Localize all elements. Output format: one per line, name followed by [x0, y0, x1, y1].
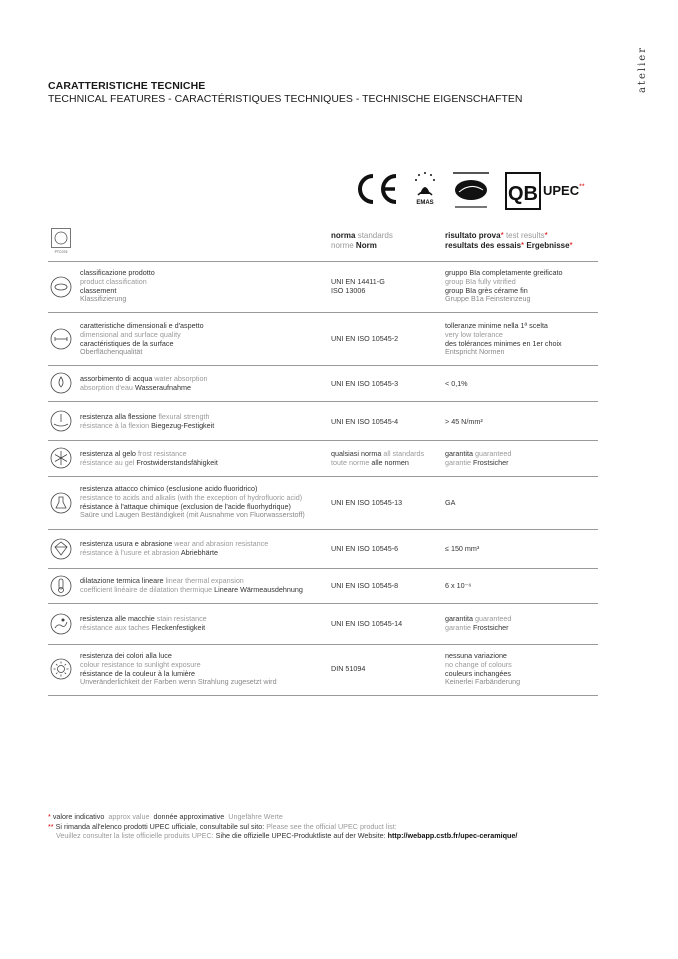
desc-de: Abriebhärte [180, 547, 219, 557]
result-it: garantita [445, 449, 473, 458]
flexural-strength-icon [50, 410, 72, 432]
thermal-expansion-icon [50, 575, 72, 597]
desc-en: linear thermal expansion [165, 576, 244, 585]
result-de: Frostsicher [472, 457, 509, 467]
row-result [445, 582, 605, 591]
desc-en: wear and abrasion resistance [174, 539, 269, 548]
abrasion-icon [50, 538, 72, 560]
footnote-upec [48, 822, 517, 832]
stain-icon [50, 613, 72, 635]
upec-logo [543, 182, 585, 200]
row-description [80, 413, 330, 431]
technical-table [48, 261, 598, 696]
row-result [445, 615, 605, 633]
row-result [445, 450, 605, 468]
footnotes [48, 812, 517, 841]
desc-de: Lineare Wärmeausdehnung [214, 584, 303, 594]
normes-label: norme [331, 241, 354, 250]
row-result [445, 499, 605, 508]
norm-en: all standards [383, 449, 425, 458]
norm-fr: toute norme [331, 457, 370, 467]
row-result [445, 545, 605, 554]
footnote-en: approx value [108, 812, 150, 821]
result-en: guaranteed [474, 449, 512, 458]
table-row [48, 603, 598, 644]
result-value: 6 x 10⁻⁶ [445, 581, 472, 590]
desc-de: Saüre und Laugen Beständigkeit (mit Ausnahme von Fluorwasserstoff) [80, 510, 305, 520]
result-fr: des tolérances minimes en 1er choix [445, 338, 562, 348]
result-value: > 45 N/mm² [445, 417, 483, 426]
footnote-approx [48, 812, 517, 822]
desc-de: Unveränderlichkeit der Farben wenn Strahlung zugesetzt wird [80, 677, 277, 687]
result-en: group BIa fully vitrified [445, 276, 516, 286]
result-it: tolleranze minime nella 1ª scelta [445, 321, 548, 330]
desc-en: colour resistance to sunlight exposure [80, 659, 201, 669]
row-result [445, 652, 605, 687]
row-description [80, 577, 330, 595]
result-fr: garantie [445, 457, 471, 467]
desc-fr: caractéristiques de la surface [80, 338, 174, 348]
row-result [445, 269, 605, 304]
upec-mark: ** [579, 183, 585, 191]
row-norm [331, 380, 398, 389]
upec-text: UPEC [543, 183, 580, 198]
table-header [48, 228, 598, 258]
desc-it: resistenza alla flessione [80, 412, 157, 421]
desc-en: stain resistance [156, 614, 207, 623]
desc-it: classificazione prodotto [80, 268, 155, 277]
row-description [80, 375, 330, 393]
norm-line: UNI EN ISO 10545-6 [331, 544, 399, 553]
row-description [80, 615, 330, 633]
row-norm [331, 335, 398, 344]
footnote-upec-continued [48, 831, 517, 841]
dimension-icon [50, 328, 72, 350]
desc-it: resistenza alle macchie [80, 614, 155, 623]
desc-it: dilatazione termica lineare [80, 576, 164, 585]
norma-label: norma [331, 231, 356, 240]
table-row [48, 261, 598, 312]
norm-line: UNI EN ISO 10545-4 [331, 417, 399, 426]
desc-fr: résistance de la couleur à la lumière [80, 668, 196, 678]
footnote-it: valore indicativo [52, 812, 105, 821]
norm-column-header [331, 231, 393, 251]
page-title: CARATTERISTICHE TECNICHE [48, 80, 206, 92]
result-de: Entspricht Normen [445, 347, 505, 357]
star-4: * [569, 241, 573, 250]
result-en: no change of colours [445, 659, 512, 669]
table-row [48, 312, 598, 365]
desc-it: assorbimento di acqua [80, 374, 153, 383]
row-result [445, 322, 605, 357]
star-3: * [521, 241, 525, 250]
desc-fr: résistance au gel [80, 457, 135, 467]
emas-text: EMAS [416, 200, 434, 206]
norm-de: alle normen [371, 457, 409, 467]
row-description [80, 269, 330, 304]
row-description [80, 540, 330, 558]
chemical-icon [50, 492, 72, 514]
ergebnisse-label: Ergebnisse [526, 241, 570, 250]
desc-en: product classification [80, 276, 147, 286]
footnote-de: Sihe die offizielle UPEC-Produktliste auf der Website: [215, 831, 386, 840]
result-fr: group BIa grès cérame fin [445, 285, 528, 295]
result-fr: garantie [445, 622, 471, 632]
desc-fr: classement [80, 285, 117, 295]
star-2: * [544, 231, 548, 240]
footnote-star: * [48, 812, 51, 821]
desc-fr: résistance à l'attaque chimique (exclusion de l'acide fluorhydrique) [80, 501, 291, 511]
result-column-header [445, 231, 573, 251]
norm-line: UNI EN ISO 10545-13 [331, 498, 403, 507]
table-row [48, 644, 598, 696]
star-1: * [500, 231, 504, 240]
desc-en: flexural strength [158, 412, 210, 421]
footnote-fr: Veuillez consulter la liste officielle produits UPEC: [56, 831, 214, 840]
ptc-text: PTC076 [54, 250, 68, 254]
desc-it: caratteristiche dimensionali e d'aspetto [80, 321, 204, 330]
result-en: very low tolerance [445, 329, 503, 339]
row-norm [331, 620, 402, 629]
upec-link[interactable]: http://webapp.cstb.fr/upec-ceramique/ [387, 831, 518, 840]
page-subtitle: TECHNICAL FEATURES - CARACTÉRISTIQUES TECHNIQUES - TECHNISCHE EIGENSCHAFTEN [48, 93, 523, 105]
brand-logo: atelier [637, 46, 648, 93]
footnote-star: ** [48, 821, 54, 831]
ptc-icon [51, 228, 71, 252]
desc-fr: coefficient linéaire de dilatation thermique [80, 584, 213, 594]
row-description [80, 322, 330, 357]
footnote-fr: donnée approximative [153, 812, 225, 821]
row-norm [331, 418, 398, 427]
table-row [48, 440, 598, 476]
table-row [48, 529, 598, 568]
desc-de: Oberflächenqualität [80, 347, 143, 357]
desc-de: Biegezug-Festigkeit [151, 420, 215, 430]
result-it: nessuna variazione [445, 651, 507, 660]
result-value: < 0,1% [445, 379, 468, 388]
table-row [48, 476, 598, 529]
norm-line: UNI EN ISO 10545-2 [331, 334, 399, 343]
row-norm [331, 499, 402, 508]
result-fr: couleurs inchangées [445, 668, 511, 678]
desc-fr: résistance à la flexion [80, 420, 150, 430]
result-value: ≤ 150 mm³ [445, 544, 480, 553]
result-de: Keinerlei Farbänderung [445, 677, 521, 687]
water-absorption-icon [50, 372, 72, 394]
desc-en: water absorption [154, 374, 208, 383]
desc-en: resistance to acids and alkalis (with the exception of hydrofluoric acid) [80, 492, 303, 502]
norm-line: UNI EN ISO 10545-3 [331, 379, 399, 388]
desc-fr: résistance à l'usure et abrasion [80, 547, 180, 557]
footnote-en: Please see the official UPEC product list: [266, 821, 397, 831]
norm-label: Norm [355, 241, 377, 250]
certification-logos [355, 168, 605, 212]
standards-label: standards [357, 231, 393, 240]
row-description [80, 652, 330, 687]
norm-line: UNI EN ISO 10545-14 [331, 619, 403, 628]
row-description [80, 450, 330, 468]
desc-de: Fleckenfestigkeit [151, 622, 206, 632]
row-norm [331, 450, 424, 468]
table-row [48, 401, 598, 440]
desc-en: dimensional and surface quality [80, 329, 181, 339]
norm-line: UNI EN 14411-G [331, 277, 385, 286]
footnote-it: Si rimanda all'elenco prodotti UPEC ufficiale, consultabile sul sito: [55, 821, 265, 831]
norm-it: qualsiasi norma [331, 449, 382, 458]
desc-de: Wasseraufnahme [134, 382, 191, 392]
row-norm [331, 582, 398, 591]
frost-icon [50, 447, 72, 469]
desc-fr: résistance aux taches [80, 622, 150, 632]
emas-logo-icon [410, 168, 440, 217]
table-row [48, 568, 598, 603]
norm-line: UNI EN ISO 10545-8 [331, 581, 399, 590]
row-result [445, 418, 605, 427]
result-de: Frostsicher [472, 622, 509, 632]
footnote-de: Ungefähre Werte [228, 812, 283, 821]
result-it: garantita [445, 614, 473, 623]
ce-mark-icon [355, 172, 399, 211]
desc-it: resistenza attacco chimico (esclusione acido fluoridrico) [80, 484, 258, 493]
row-norm [331, 278, 385, 296]
qb-logo-icon [505, 172, 541, 215]
desc-de: Frostwiderstandsfähigkeit [136, 457, 218, 467]
row-description [80, 485, 330, 520]
result-it: gruppo BIa completamente greificato [445, 268, 563, 277]
desc-fr: absorption d'eau [80, 382, 133, 392]
classification-icon [50, 276, 72, 298]
resultats-label: resultats des essais [445, 241, 522, 250]
desc-it: resistenza dei colori alla luce [80, 651, 172, 660]
sunlight-icon [50, 658, 72, 680]
norm-line: DIN 51094 [331, 664, 366, 673]
row-result [445, 380, 605, 389]
qb-text: QB [508, 183, 538, 205]
desc-de: Klassifizierung [80, 294, 127, 304]
norm-line: ISO 13006 [331, 285, 366, 295]
result-en: guaranteed [474, 614, 512, 623]
table-row [48, 365, 598, 401]
test-results-label: test results [505, 231, 545, 240]
quality-seal-icon [451, 168, 491, 217]
row-norm [331, 665, 365, 674]
result-value: GA [445, 498, 456, 507]
desc-en: frost resistance [137, 449, 187, 458]
risultato-label: risultato prova [445, 231, 501, 240]
result-de: Gruppe B1a Feinsteinzeug [445, 294, 531, 304]
row-norm [331, 545, 398, 554]
desc-it: resistenza usura e abrasione [80, 539, 173, 548]
desc-it: resistenza al gelo [80, 449, 136, 458]
